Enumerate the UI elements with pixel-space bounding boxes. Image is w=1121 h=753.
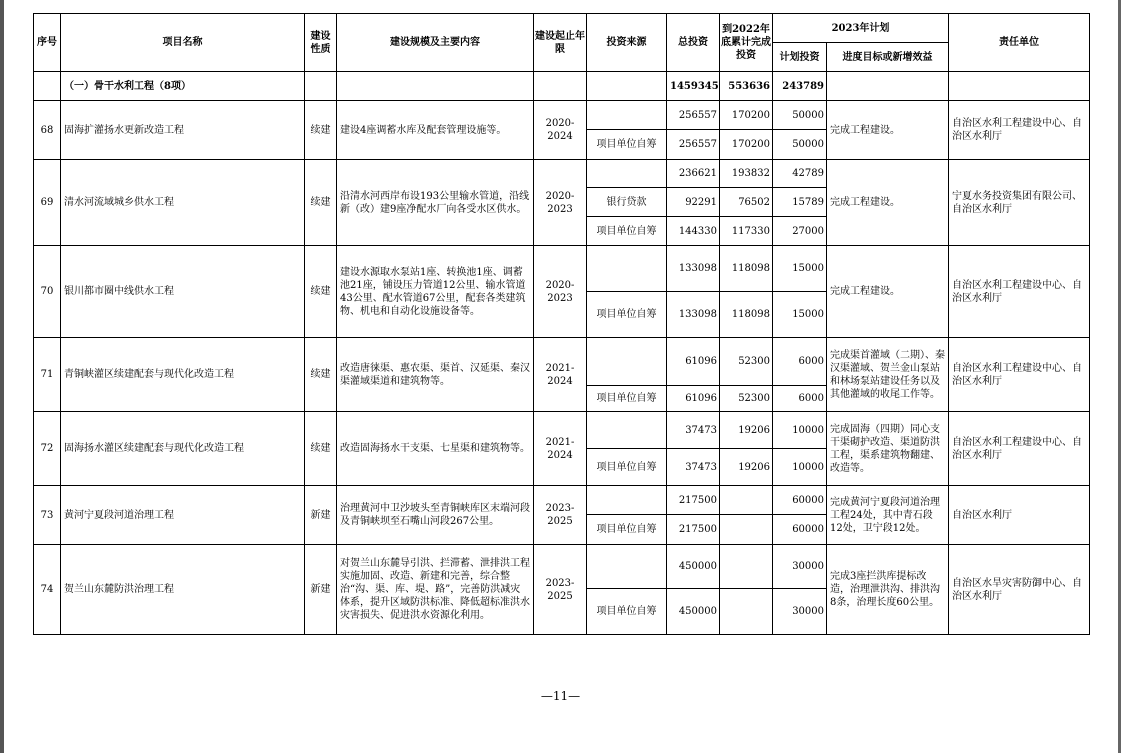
- cell-total: 92291: [667, 188, 720, 217]
- cell-source: [587, 412, 667, 449]
- cell-total: 61096: [667, 386, 720, 412]
- cell-to2022: 52300: [720, 338, 773, 386]
- cell-plan: 60000: [773, 486, 827, 515]
- cell-nature: 续建: [305, 101, 337, 160]
- cell-to2022: [720, 545, 773, 589]
- table-row: [34, 338, 1090, 386]
- section-to2022: 553636: [720, 72, 773, 101]
- cell-nature: 续建: [305, 412, 337, 486]
- header-to2022: 到2022年底累计完成投资: [720, 14, 773, 72]
- section-total: 1459345: [667, 72, 720, 101]
- cell-nature: 续建: [305, 338, 337, 412]
- header-scale: 建设规模及主要内容: [337, 14, 534, 72]
- cell-scale: 建设水源取水泵站1座、转换池1座、调蓄池21座，铺设压力管道12公里、输水管道43公里、配水管道67公里，配套各类建筑物、机电和自动化设施设备等。: [337, 246, 534, 338]
- header-name: 项目名称: [61, 14, 305, 72]
- cell-to2022: 193832: [720, 160, 773, 188]
- cell-seq: 69: [34, 160, 61, 246]
- cell-plan: 10000: [773, 449, 827, 486]
- cell-total: 217500: [667, 486, 720, 515]
- cell-total: 450000: [667, 589, 720, 635]
- cell-period: 2020-2023: [534, 246, 587, 338]
- header-plan2023: 2023年计划: [773, 14, 949, 43]
- cell-plan: 60000: [773, 515, 827, 545]
- cell-source: 项目单位自筹: [587, 386, 667, 412]
- cell-project-name: 固海扬水灌区续建配套与现代化改造工程: [61, 412, 305, 486]
- cell-source: 项目单位自筹: [587, 217, 667, 246]
- cell-source: [587, 338, 667, 386]
- cell-scale: 对贺兰山东麓导引洪、拦滞蓄、泄排洪工程实施加固、改造、新建和完善，综合整治“沟、渠、库、堤、路”，完善防洪减灾体系，提升区域防洪标准、降低超标准洪水灾害损失、促进洪水资源化利用。: [337, 545, 534, 635]
- cell-scale: 治理黄河中卫沙坡头至青铜峡库区末端河段及青铜峡坝至石嘴山河段267公里。: [337, 486, 534, 545]
- cell-plan: 30000: [773, 545, 827, 589]
- cell-project-name: 固海扩灌扬水更新改造工程: [61, 101, 305, 160]
- section-title: （一）骨干水利工程（8项）: [61, 72, 305, 101]
- cell-source: [587, 246, 667, 292]
- cell-progress: 完成工程建设。: [827, 246, 949, 338]
- header-seq: 序号: [34, 14, 61, 72]
- cell-to2022: [720, 589, 773, 635]
- header-plan-invest: 计划投资: [773, 43, 827, 72]
- cell-to2022: 170200: [720, 101, 773, 130]
- cell-plan: 50000: [773, 130, 827, 160]
- cell-total: 133098: [667, 246, 720, 292]
- header-period: 建设起止年限: [534, 14, 587, 72]
- cell-project-name: 贺兰山东麓防洪治理工程: [61, 545, 305, 635]
- cell-seq: 73: [34, 486, 61, 545]
- cell-unit: 自治区水利工程建设中心、自治区水利厅: [949, 101, 1090, 160]
- cell-to2022: 19206: [720, 412, 773, 449]
- cell-unit: 自治区水利工程建设中心、自治区水利厅: [949, 246, 1090, 338]
- cell-total: 37473: [667, 449, 720, 486]
- cell-unit: 自治区水旱灾害防御中心、自治区水利厅: [949, 545, 1090, 635]
- cell-seq: 70: [34, 246, 61, 338]
- table-row: [34, 246, 1090, 292]
- table-row: [34, 101, 1090, 130]
- table-row: [34, 160, 1090, 188]
- cell-nature: 续建: [305, 246, 337, 338]
- cell-project-name: 银川都市圈中线供水工程: [61, 246, 305, 338]
- cell-source: 项目单位自筹: [587, 130, 667, 160]
- cell-source: 项目单位自筹: [587, 449, 667, 486]
- page-number: —11—: [540, 689, 581, 703]
- cell-period: 2021-2024: [534, 338, 587, 412]
- cell-project-name: 黄河宁夏段河道治理工程: [61, 486, 305, 545]
- table-row: [34, 545, 1090, 589]
- cell-total: 61096: [667, 338, 720, 386]
- cell-source: 项目单位自筹: [587, 589, 667, 635]
- cell-nature: 续建: [305, 160, 337, 246]
- header-progress: 进度目标或新增效益: [827, 43, 949, 72]
- cell-plan: 30000: [773, 589, 827, 635]
- cell-period: 2023-2025: [534, 545, 587, 635]
- cell-source: 银行贷款: [587, 188, 667, 217]
- cell-plan: 6000: [773, 338, 827, 386]
- investment-plan-table: [33, 13, 1090, 635]
- cell-to2022: 76502: [720, 188, 773, 217]
- cell-total: 133098: [667, 292, 720, 338]
- cell-seq: 72: [34, 412, 61, 486]
- header-nature: 建设性质: [305, 14, 337, 72]
- cell-progress: 完成3座拦洪库提标改造，治理泄洪沟、排洪沟8条，治理长度60公里。: [827, 545, 949, 635]
- cell-to2022: 118098: [720, 246, 773, 292]
- cell-plan: 6000: [773, 386, 827, 412]
- cell-scale: 沿清水河西岸布设193公里输水管道，沿线新（改）建9座净配水厂向各受水区供水。: [337, 160, 534, 246]
- header-unit: 责任单位: [949, 14, 1090, 72]
- cell-period: 2021-2024: [534, 412, 587, 486]
- left-window-edge: [0, 0, 4, 753]
- cell-unit: 自治区水利工程建设中心、自治区水利厅: [949, 412, 1090, 486]
- cell-plan: 10000: [773, 412, 827, 449]
- cell-source: [587, 486, 667, 515]
- cell-project-name: 青铜峡灌区续建配套与现代化改造工程: [61, 338, 305, 412]
- cell-to2022: 117330: [720, 217, 773, 246]
- cell-total: 256557: [667, 101, 720, 130]
- cell-nature: 新建: [305, 545, 337, 635]
- cell-seq: 74: [34, 545, 61, 635]
- section-plan: 243789: [773, 72, 827, 101]
- cell-unit: 自治区水利工程建设中心、自治区水利厅: [949, 338, 1090, 412]
- cell-plan: 42789: [773, 160, 827, 188]
- table-row: [34, 486, 1090, 515]
- cell-total: 236621: [667, 160, 720, 188]
- cell-to2022: [720, 515, 773, 545]
- cell-total: 256557: [667, 130, 720, 160]
- cell-progress: 完成黄河宁夏段河道治理工程24处，其中青石段12处，卫宁段12处。: [827, 486, 949, 545]
- header-total: 总投资: [667, 14, 720, 72]
- cell-plan: 15789: [773, 188, 827, 217]
- cell-nature: 新建: [305, 486, 337, 545]
- cell-total: 217500: [667, 515, 720, 545]
- cell-seq: 71: [34, 338, 61, 412]
- cell-progress: 完成工程建设。: [827, 101, 949, 160]
- cell-source: [587, 160, 667, 188]
- cell-to2022: 170200: [720, 130, 773, 160]
- cell-plan: 27000: [773, 217, 827, 246]
- table-row: [34, 412, 1090, 449]
- cell-plan: 15000: [773, 246, 827, 292]
- cell-period: 2020-2024: [534, 101, 587, 160]
- cell-to2022: 118098: [720, 292, 773, 338]
- cell-unit: 宁夏水务投资集团有限公司、自治区水利厅: [949, 160, 1090, 246]
- cell-source: 项目单位自筹: [587, 515, 667, 545]
- cell-progress: 完成固海（四期）同心支干渠砌护改造、渠道防洪工程，渠系建筑物翻建、改造等。: [827, 412, 949, 486]
- cell-total: 144330: [667, 217, 720, 246]
- cell-source: 项目单位自筹: [587, 292, 667, 338]
- cell-scale: 改造固海扬水干支渠、七星渠和建筑物等。: [337, 412, 534, 486]
- cell-project-name: 清水河流域城乡供水工程: [61, 160, 305, 246]
- cell-plan: 15000: [773, 292, 827, 338]
- section-row: [34, 72, 1090, 101]
- cell-period: 2020-2023: [534, 160, 587, 246]
- cell-total: 450000: [667, 545, 720, 589]
- cell-to2022: 52300: [720, 386, 773, 412]
- cell-source: [587, 545, 667, 589]
- cell-seq: 68: [34, 101, 61, 160]
- cell-scale: 改造唐徕渠、惠农渠、渠首、汉延渠、秦汉渠灌域渠道和建筑物等。: [337, 338, 534, 412]
- cell-to2022: [720, 486, 773, 515]
- cell-scale: 建设4座调蓄水库及配套管理设施等。: [337, 101, 534, 160]
- header-source: 投资来源: [587, 14, 667, 72]
- cell-source: [587, 101, 667, 130]
- cell-total: 37473: [667, 412, 720, 449]
- cell-to2022: 19206: [720, 449, 773, 486]
- cell-plan: 50000: [773, 101, 827, 130]
- cell-progress: 完成渠首灌域（二期）、秦汉渠灌域、贺兰金山泵站和林场泵站建设任务以及其他灌域的收尾工作等。: [827, 338, 949, 412]
- cell-progress: 完成工程建设。: [827, 160, 949, 246]
- cell-unit: 自治区水利厅: [949, 486, 1090, 545]
- cell-period: 2023-2025: [534, 486, 587, 545]
